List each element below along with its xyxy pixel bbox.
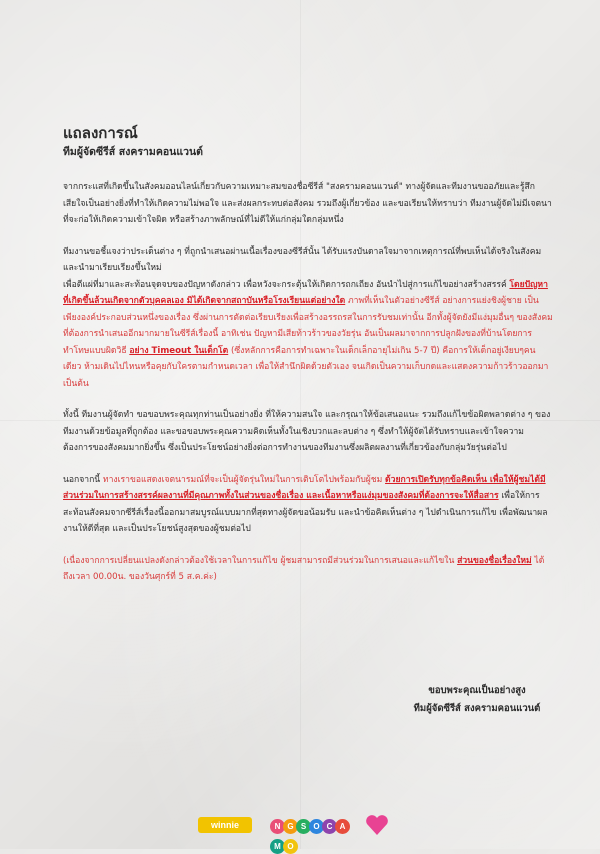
signature-block bbox=[392, 682, 562, 718]
paragraph-clarification bbox=[63, 244, 553, 393]
paragraph-intent bbox=[63, 472, 553, 538]
signature-thanks: ขอบพระคุณเป็นอย่างสูง bbox=[428, 685, 526, 696]
clarification-purpose: เพื่อตีแผ่ที่มาและสะท้อนจุดจบของปัญหาดังกล่าว เพื่อหวังจะกระตุ้นให้เกิดการถกเถียง อันนำไปสู่การแก้ไขอย่างสร้างสรรค์ bbox=[63, 279, 510, 290]
intent-closing: เพื่อให้การสะท้อนสังคมจากซีรีส์เรื่องนี้ออกมาสมบูรณ์แบบมากที่สุดทางผู้จัดขอน้อมรับ และนำข้อคิดเห็นต่าง ๆ ไปดำเนินการแก้ไข เพื่อพัฒนาผลงานให้ดีที่สุด และเป็นประโยชน์สูงสุดของผู้ชมต่อไป bbox=[63, 491, 548, 534]
footer-logos bbox=[0, 810, 600, 851]
statement-subtitle: ทีมผู้จัดซีรีส์ สงครามคอนแวนต์ bbox=[63, 146, 203, 158]
logo-letter: S bbox=[296, 819, 311, 834]
clarification-emphasis: โดยปัญหาที่เกิดขึ้นล้วนเกิดจากตัวบุคคลเอง มิได้เกิดจากสถาบันหรือโรงเรียนแต่อย่างใด bbox=[63, 279, 548, 306]
logo-letter: C bbox=[322, 819, 337, 834]
paragraph-thanks: ทั้งนี้ ทีมงานผู้จัดทำ ขอขอบพระคุณทุกท่านเป็นอย่างยิ่ง ที่ให้ความสนใจ และกรุณาให้ข้อเสนอแนะ รวมถึงแก้ไขข้อผิดพลาดต่าง ๆ ของทีมงานด้วยข้อมูลที่ถูกต้อง และขอขอบพระคุณความคิดเห็นทั้งในเชิงบวกและลบต่าง ๆ ซึ่งทำให้ผู้จัดได้รับทราบและเข้าใจความต้องการของสังคมมากยิ่งขึ้น ซึ่งเป็นประโยชน์อย่างยิ่งต่อการทำงานของทีมงานซึ่งผลิตผลงานที่เกี่ยวข้องกับกลุ่มวัยรุ่นต่อไป bbox=[63, 410, 551, 453]
logo-letter: N bbox=[270, 819, 285, 834]
timeout-detail: (ซึ่งหลักการคือการทำเฉพาะในเด็กเล็กอายุไม่เกิน 5-7 ปี) คือการให้เด็กอยู่เงียบๆคนเดียว ห้ามเดินไปไหนหรือคุยกับใครตามกำหนดเวลา เพื่อให้สำนึกผิดด้วยตัวเอง จนเกิดเป็นความเก็บกดและแสดงความก้าวร้าวออกมา เป็นต้น bbox=[63, 345, 549, 389]
clarification-intro: ทีมงานขอชี้แจงว่าประเด็นต่าง ๆ ที่ถูกนำเสนอผ่านเนื้อเรื่องของซีรีส์นั้น ได้รับแรงบันดาลใจมาจากเหตุการณ์ที่พบเห็นได้จริงในสังคม และนำมาเรียบเรียงขึ้นใหม่ bbox=[63, 246, 542, 273]
logo-letter: A bbox=[335, 819, 350, 834]
logo-letter: O bbox=[283, 839, 298, 854]
statement-title: แถลงการณ์ bbox=[63, 124, 138, 142]
paragraph-apology: จากกระแสที่เกิดขึ้นในสังคมออนไลน์เกี่ยวกับความเหมาะสมของชื่อซีรีส์ "สงครามคอนแวนต์" ทางผู้จัดและทีมงานขออภัยและรู้สึกเสียใจเป็นอย่างยิ่งที่ทำให้เกิดความไม่พอใจ และส่งผลกระทบต่อสังคม รวมถึงผู้เกี่ยวข้อง และขอเรียนให้ทราบว่า ทีมงานผู้จัดไม่มีเจตนาที่จะก่อให้เกิดความเข้าใจผิด หรือสร้างภาพลักษณ์ที่ไม่ดีให้แก่กลุ่มใดกลุ่มหนึ่ง bbox=[63, 182, 552, 225]
winnie-logo: winnie bbox=[198, 817, 252, 833]
statement-content bbox=[63, 124, 553, 586]
intent-statement: ทางเราขอแสดงเจตนารมณ์ที่จะเป็นผู้จัดรุ่นใหม่ในการเติบโตไปพร้อมกับผู้ชม bbox=[102, 474, 386, 485]
paragraph-deadline bbox=[63, 553, 553, 586]
deadline-emphasis: ส่วนของชื่อเรื่องใหม่ bbox=[457, 555, 532, 566]
production-logo bbox=[270, 814, 360, 851]
timeout-emphasis: อย่าง Timeout ในเด็กโต bbox=[129, 345, 229, 356]
heart-logo-icon bbox=[364, 812, 390, 838]
signature-team: ทีมผู้จัดซีรีส์ สงครามคอนแวนต์ bbox=[413, 703, 541, 714]
intent-emphasis: ด้วยการเปิดรับทุกข้อคิดเห็น เพื่อให้ผู้ชมได้มีส่วนร่วมในการสร้างสรรค์ผลงานที่มีคุณภาพทั้งในส่วนของชื่อเรื่อง และเนื้อหาหรือแง่มุมของสังคมที่ต้องการจะให้สื่อสาร bbox=[63, 474, 546, 501]
deadline-time: ได้ถึงเวลา 00.00น. ของวันศุกร์ที่ 5 ส.ค.ค่ะ) bbox=[63, 555, 545, 582]
logo-letter: M bbox=[270, 839, 285, 854]
logo-letter: O bbox=[309, 819, 324, 834]
intent-lead: นอกจากนี้ bbox=[63, 474, 103, 485]
deadline-lead: (เนื่องจากการเปลี่ยนแปลงดังกล่าวต้องใช้เวลาในการแก้ไข ผู้ชมสามารถมีส่วนร่วมในการเสนอและแก้ไขใน bbox=[63, 555, 458, 566]
logo-letter: G bbox=[283, 819, 298, 834]
clarification-detail: ภาพที่เห็นในตัวอย่างซีรีส์ อย่างการแย่งชิงผู้ชาย เป็นเพียงองค์ประกอบส่วนหนึ่งของเรื่อง ซึ่งผ่านการตัดต่อเรียบเรียงเพื่อสร้างอรรถรสในการรับชมเท่านั้น อีกทั้งผู้จัดยังมีแง่มุมอื่นๆ ของสังคมที่ต้องการนำเสนออีกมากมายในซีรีส์เรื่องนี้ อาทิเช่น ปัญหามีเสียท้าวร้าวของวัยรุ่น อันเป็นผลมาจากการปลูกฝังของที่บ้านโดยการทำโทษแบบผิดวิธี bbox=[63, 296, 553, 356]
